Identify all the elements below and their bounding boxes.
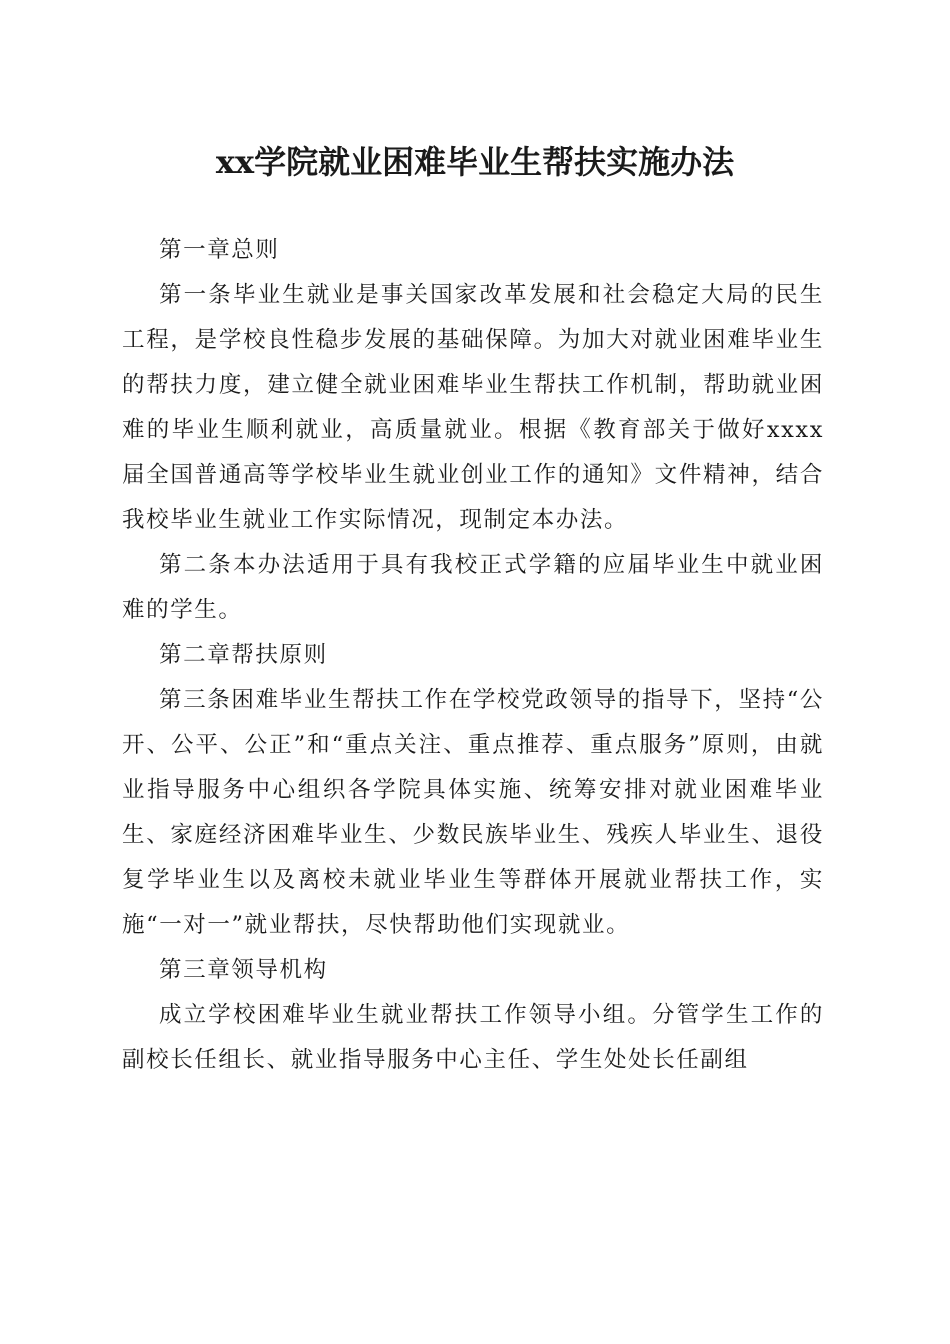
document-body: [122, 228, 824, 1083]
article-two-paragraph: 第二条本办法适用于具有我校正式学籍的应届毕业生中就业困难的学生。: [122, 552, 824, 623]
article-three-paragraph: 第三条困难毕业生帮扶工作在学校党政领导的指导下，坚持“公开、公平、公正”和“重点关注、重点推荐、重点服务”原则，由就业指导服务中心组织各学院具体实施、统筹安排对就业困难毕业生、家庭经济困难毕业生、少数民族毕业生、残疾人毕业生、退役复学毕业生以及离校未就业毕业生等群体开展就业帮扶工作，实施“一对一”就业帮扶，尽快帮助他们实现就业。: [122, 687, 824, 938]
leadership-group-paragraph: 成立学校困难毕业生就业帮扶工作领导小组。分管学生工作的副校长任组长、就业指导服务中心主任、学生处处长任副组: [122, 1002, 824, 1073]
chapter-heading-leadership: 第三章领导机构: [159, 957, 328, 983]
chapter-heading-principles: 第二章帮扶原则: [159, 642, 328, 668]
article-one-paragraph: 第一条毕业生就业是事关国家改革发展和社会稳定大局的民生工程，是学校良性稳步发展的基础保障。为加大对就业困难毕业生的帮扶力度，建立健全就业困难毕业生帮扶工作机制，帮助就业困难的毕业生顺利就业，高质量就业。根据《教育部关于做好xxxx届全国普通高等学校毕业生就业创业工作的通知》文件精神，结合我校毕业生就业工作实际情况，现制定本办法。: [122, 282, 824, 533]
document-title: xx学院就业困难毕业生帮扶实施办法: [215, 143, 735, 181]
chapter-heading-general: 第一章总则: [159, 237, 280, 263]
